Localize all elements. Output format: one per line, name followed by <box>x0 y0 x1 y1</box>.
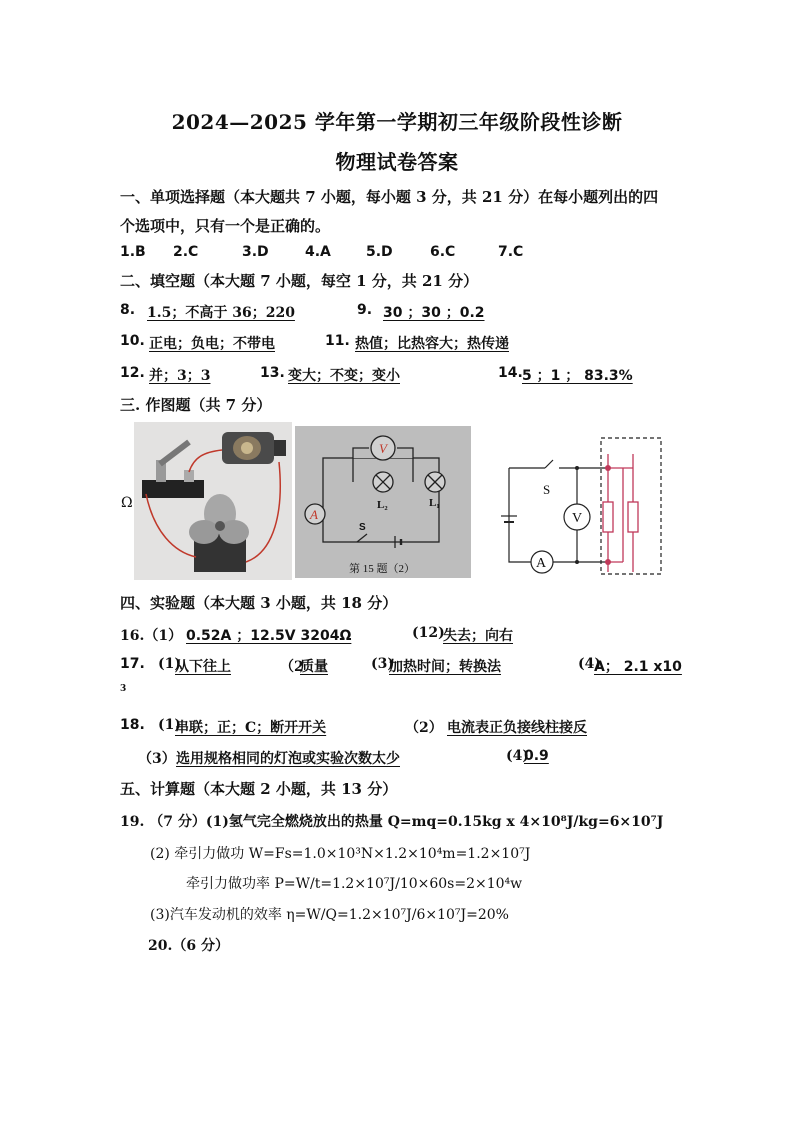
q13-answer: 变大；不变；变小 <box>288 368 400 384</box>
q14-answer: 5 ；1 ； 83.3% <box>522 368 633 384</box>
page-title: 2024—2025 学年第一学期初三年级阶段性诊断 <box>171 110 623 134</box>
mc-answer-3: 3.D <box>242 244 269 260</box>
q17-part2-number: （2 <box>280 659 304 675</box>
q19-line-3: 牵引力做功率 P=W/t=1.2×10⁷J/10×60s=2×10⁴w <box>186 876 523 892</box>
q11-answer: 热值；比热容大；热传递 <box>355 336 509 352</box>
q8-answer: 1.5；不高于 36；220 <box>147 305 295 321</box>
figure-circuit-15-2 <box>295 426 471 578</box>
section-2-heading: 二、填空题（本大题 7 小题，每空 1 分，共 21 分） <box>120 272 479 290</box>
q18-part4-answer: 0.9 <box>524 748 549 764</box>
fig2-ammeter-label: A <box>310 507 318 522</box>
fig2-l1-label: L₁ <box>429 497 440 509</box>
q11-number: 11. <box>325 333 350 349</box>
q13-number: 13. <box>260 365 285 381</box>
q12-answer: 并；3；3 <box>149 368 211 384</box>
q12-number: 12. <box>120 365 145 381</box>
fig3-voltmeter-label: V <box>572 511 583 526</box>
q17-part1-answer: 从下往上 <box>175 659 231 675</box>
q8-number: 8. <box>120 302 136 318</box>
fig2-l2-label: L₂ <box>377 499 388 511</box>
q18-number: 18. <box>120 717 145 733</box>
q10-number: 10. <box>120 333 145 349</box>
q18-part1-answer: 串联；正；C；断开开关 <box>175 720 327 736</box>
q9-number: 9. <box>357 302 373 318</box>
q18-part3-number: （3） <box>138 751 176 767</box>
q14-number: 14. <box>498 365 523 381</box>
q16-part1-answer: 0.52A ；12.5V 3204Ω <box>186 628 352 644</box>
mc-answer-4: 4.A <box>305 244 331 260</box>
q17-part1-number: (1) <box>158 656 181 672</box>
fig3-ammeter-label: A <box>536 556 547 571</box>
q16-part2-number: (12) <box>412 625 445 641</box>
fig2-switch-label: S <box>359 522 366 533</box>
q19-line-2: (2) 牵引力做功 W=Fs=1.0×10³N×1.2×10⁴m=1.2×10⁷J <box>150 846 531 862</box>
mc-answer-1: 1.B <box>120 244 146 260</box>
q20-heading: 20.（6 分） <box>148 938 229 954</box>
q10-answer: 正电；负电；不带电 <box>149 336 275 352</box>
section-3-heading: 三. 作图题（共 7 分） <box>120 396 272 414</box>
page-subtitle: 物理试卷答案 <box>335 150 459 174</box>
q9-answer: 30 ；30 ；0.2 <box>383 305 485 321</box>
q18-part2-number: （2） <box>405 720 443 736</box>
q16-part2-answer: 失去；向右 <box>443 628 513 644</box>
q17-part4-exponent: 3 <box>120 684 127 694</box>
q19-line-1: 19. （7 分）(1)氢气完全燃烧放出的热量 Q=mq=0.15kg x 4×10⁸J/kg=6×10⁷J <box>120 814 664 830</box>
mc-answer-7: 7.C <box>498 244 524 260</box>
q19-line-4: (3)汽车发动机的效率 η=W/Q=1.2×10⁷J/6×10⁷J=20% <box>150 907 509 923</box>
q17-part4-number: (4) <box>578 656 601 672</box>
q18-part4-number: (4) <box>506 748 529 764</box>
q17-part3-number: (3) <box>371 656 394 672</box>
mc-answer-6: 6.C <box>430 244 456 260</box>
section-1-heading-cont: 个选项中，只有一个是正确的。 <box>120 217 331 235</box>
mc-answer-2: 2.C <box>173 244 199 260</box>
q17-part3-answer: 加热时间；转换法 <box>389 659 501 675</box>
q17-part4-answer: A； 2.1 x10 <box>594 659 682 675</box>
fig2-caption: 第 15 题（2） <box>349 563 415 575</box>
q17-part2-answer: 质量 <box>300 659 328 675</box>
mc-answer-5: 5.D <box>366 244 393 260</box>
q18-part1-number: (1) <box>158 717 181 733</box>
q17-number: 17. <box>120 656 145 672</box>
omega-mark: Ω <box>121 495 133 511</box>
section-5-heading: 五、计算题（本大题 2 小题，共 13 分） <box>120 780 398 798</box>
fig3-switch-label: S <box>543 482 551 497</box>
figure-physical-circuit <box>134 422 292 580</box>
q18-part2-answer: 电流表正负接线柱接反 <box>447 720 587 736</box>
section-1-heading: 一、单项选择题（本大题共 7 小题，每小题 3 分，共 21 分）在每小题列出的四 <box>120 188 659 206</box>
fig2-voltmeter-label: V <box>379 441 387 456</box>
section-4-heading: 四、实验题（本大题 3 小题，共 18 分） <box>120 594 398 612</box>
q16-number: 16.（1） <box>120 628 183 644</box>
figure-circuit-dashed <box>473 424 671 582</box>
q18-part3-answer: 选用规格相同的灯泡或实验次数太少 <box>176 751 400 767</box>
